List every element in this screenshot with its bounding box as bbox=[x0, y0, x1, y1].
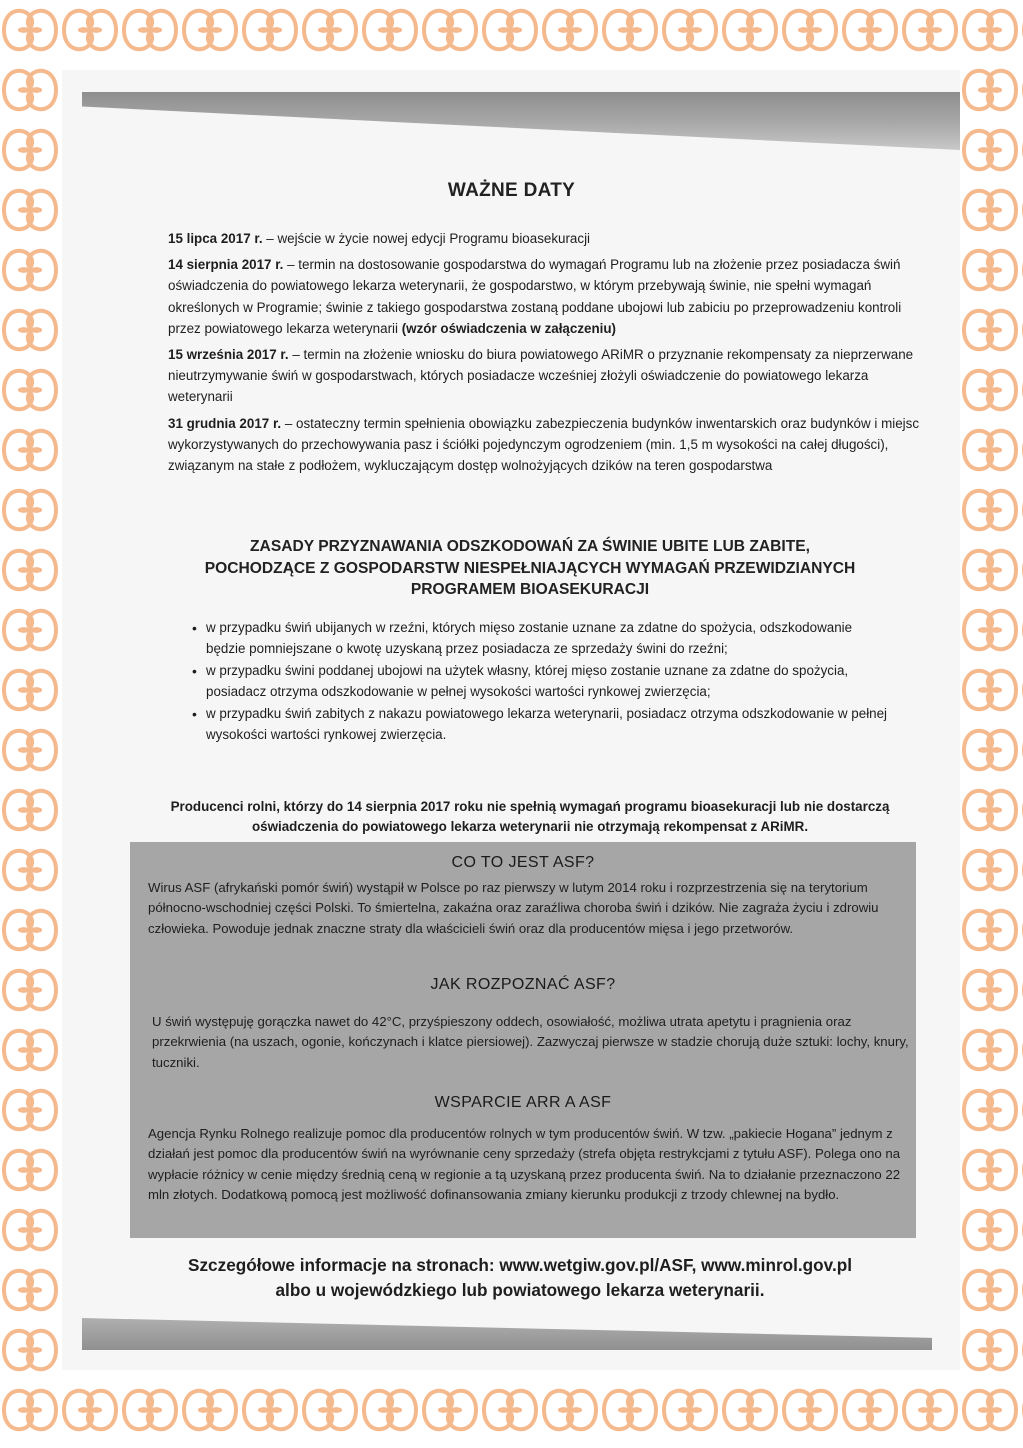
date-label: 31 grudnia 2017 r. bbox=[168, 415, 282, 431]
date-text: – termin na złożenie wniosku do biura powiatowego ARiMR o przyznanie rekompensaty za nieprzerwane nieutrzymywanie świń w gospodarstwach, których posiadacze wcześniej złożyli oświadczenie do powiatowego lekarza weterynarii bbox=[168, 347, 914, 405]
footer-line: albo u wojewódzkiego lub powiatowego lekarza weterynarii. bbox=[275, 1280, 765, 1300]
asf-recognize-text: U świń występuję gorączka nawet do 42°C, przyśpieszony oddech, osowiałość, możliwa utrata apetytu i pragnienia oraz przekrwienia (na uszach, ogonie, kończynach i klatce piersiowej). Zazwyczaj pierwsze w stadzie chorują duże sztuki: lochy, knury, tuczniki. bbox=[152, 1014, 909, 1070]
date-entry bbox=[168, 228, 928, 249]
date-entry bbox=[168, 254, 928, 339]
compensation-title bbox=[150, 536, 910, 601]
asf-info-box bbox=[130, 842, 916, 1238]
list-item: • w przypadku świń zabitych z nakazu powiatowego lekarza weterynarii, posiadacz otrzyma odszkodowanie w pełnej wysokości wartości rynkowej zwierzęcia. bbox=[190, 704, 890, 745]
date-label: 15 września 2017 r. bbox=[168, 347, 289, 363]
asf-what-title: CO TO JEST ASF? bbox=[451, 854, 595, 871]
date-label: 14 sierpnia 2017 r. bbox=[168, 257, 284, 273]
date-text: – ostateczny termin spełnienia obowiązku zabezpieczenia budynków inwentarskich oraz budynków i miejsc wykorzystywanych do przechowywania pasz i ściółki pojedynczym ogrodzeniem (min. 1,5 m wysokości na całej długości), związanym na stałe z podłożem, wykluczającym dostęp wolnożyjących dzików na teren gospodarstwa bbox=[168, 415, 920, 474]
compensation-title-line: POCHODZĄCE Z GOSPODARSTW NIESPEŁNIAJĄCYCH WYMAGAŃ PRZEWIDZIANYCH bbox=[204, 559, 856, 577]
compensation-title-line: ZASADY PRZYZNAWANIA ODSZKODOWAŃ ZA ŚWINIE UBITE LUB ZABITE, bbox=[250, 538, 810, 555]
compensation-bullets bbox=[190, 618, 890, 747]
date-entry bbox=[168, 344, 928, 408]
dates-list bbox=[168, 228, 928, 481]
date-text-bold: (wzór oświadczenia w załączeniu) bbox=[401, 320, 617, 336]
compensation-title-line: PROGRAMEM BIOASEKURACJI bbox=[410, 581, 650, 598]
asf-recognize-title: JAK ROZPOZNAĆ ASF? bbox=[430, 976, 616, 993]
asf-what-text: Wirus ASF (afrykański pomór świń) wystąpił w Polsce po raz pierwszy w lutym 2014 roku i rozprzestrzenia się na terytorium północno-wschodniej części Polski. To śmiertelna, zakaźna oraz zaraźliwa choroba świń i dzików. Nie zagraża życiu i zdrowiu człowieka. Powoduje jednak znaczne straty dla właścicieli świń oraz dla producentów mięsa i jego przetworów. bbox=[148, 880, 879, 936]
asf-support-text: Agencja Rynku Rolnego realizuje pomoc dla producentów rolnych w tym producentów świń. W tzw. „pakiecie Hogana” jednym z działań jest pomoc dla producentów świń na wyrównanie ceny sprzedaży (strefa objęta restrykcjami z tytułu ASF). Polega ono na wypłacie różnicy w cenie między średnią ceną w regionie a tą uzyskaną przez producenta świń. Na to działanie przeznaczono 22 mln złotych. Dodatkową pomocą jest możliwość dofinansowania zmiany kierunku produkcji z trzody chlewnej na bydło. bbox=[148, 1126, 901, 1203]
date-entry bbox=[168, 413, 928, 477]
date-label: 15 lipca 2017 r. bbox=[168, 231, 263, 246]
dates-title: WAŻNE DATY bbox=[447, 180, 576, 201]
footer-line: Szczegółowe informacje na stronach: www.wetgiw.gov.pl/ASF, www.minrol.gov.pl bbox=[187, 1255, 853, 1275]
date-text: – wejście w życie nowej edycji Programu bioasekuracji bbox=[262, 231, 591, 246]
footer-info bbox=[100, 1253, 940, 1303]
list-item: • w przypadku świń ubijanych w rzeźni, których mięso zostanie uznane za zdatne do spożycia, odszkodowanie będzie pomniejszane o kwotę uzyskaną przez posiadacza ze sprzedaży świni do rzeźni; bbox=[190, 618, 890, 659]
asf-support-title: WSPARCIE ARR A ASF bbox=[434, 1094, 612, 1111]
list-item: • w przypadku świni poddanej ubojowi na użytek własny, której mięso zostanie uznane za zdatne do spożycia, posiadacz otrzyma odszkodowanie w pełnej wysokości wartości rynkowej zwierzęcia; bbox=[190, 661, 890, 702]
date-text: – termin na dostosowanie gospodarstwa do wymagań Programu lub na złożenie przez posiadacza świń oświadczenia do powiatowego lekarza weterynarii, że gospodarstwo, w którym przebywają świnie, nie spełni wymagań określonych w Programie; świnie z takiego gospodarstwa zostaną poddane ubojowi lub zabiciu po przeprowadzeniu kontroli przez powiatowego lekarza weterynarii bbox=[168, 257, 902, 336]
producers-notice: Producenci rolni, którzy do 14 sierpnia 2017 roku nie spełnią wymagań programu bioasekuracji lub nie dostarczą oświadczenia do powiatowego lekarza weterynarii nie otrzymają rekompensat z ARiMR. bbox=[170, 799, 890, 834]
